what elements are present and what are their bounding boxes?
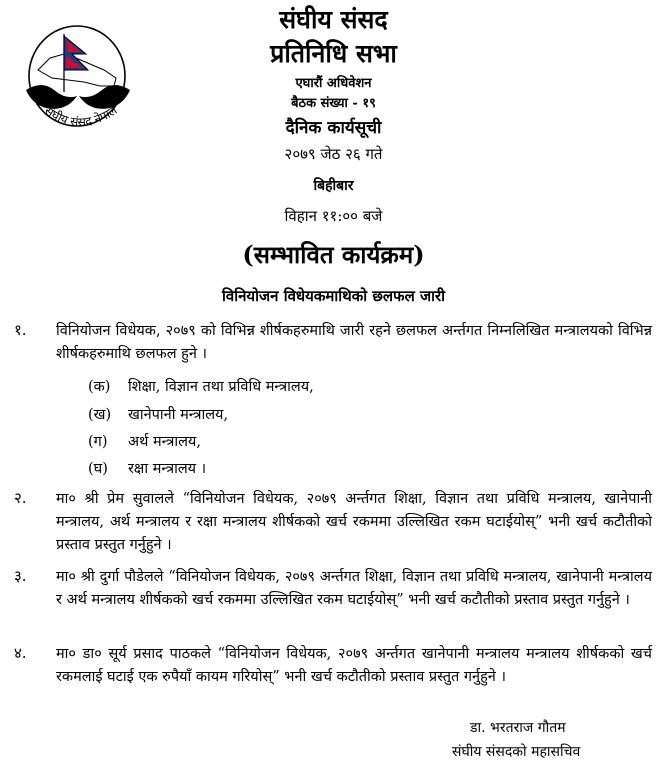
signatory-name: डा. भरतराज गौतम <box>470 720 566 736</box>
agenda-weekday: बिहीबार <box>313 178 354 194</box>
subitem-label: (क) <box>88 379 111 395</box>
subitem-text: खानेपानी मन्त्रालय, <box>128 407 229 423</box>
subitem-label: (ग) <box>88 434 108 450</box>
item-number: ३. <box>14 567 27 585</box>
item-text: विनियोजन विधेयक, २०७९ को विभिन्न शीर्षकहरुमाथि जारी रहने छलफल अर्न्तगत निम्नलिखित मन्त्रालयको विभिन्न शीर्षकहरुमाथि छलफल हुने । <box>56 323 652 362</box>
logo-caption: संघीय संसद नेपाल <box>42 103 120 130</box>
subitem-text: शिक्षा, विज्ञान तथा प्रविधि मन्त्रालय, <box>128 379 314 395</box>
subitem-text: अर्थ मन्त्रालय, <box>128 434 201 450</box>
item-text: मा० श्री प्रेम सुवालले “विनियोजन विधेयक, २०७९ अर्न्तगत शिक्षा, विज्ञान तथा प्रविधि मन्त्रालय, खानेपानी मन्त्रालय, अर्थ मन्त्रालय र रक्षा मन्त्रालय शीर्षकको खर्च रकममा उल्लिखित रकम घटाईयोस्” भनी खर्च कटौतीको प्रस्ताव प्रस्तुत गर्नुहुने । <box>56 491 652 553</box>
item-text: मा० डा० सूर्य प्रसाद पाठकले “विनियोजन विधेयक, २०७९ अर्न्तगत खानेपानी मन्त्रालय मन्त्रालय शीर्षकको खर्च रकमलाई घटाई एक रुपैयाँ कायम गरियोस्” भनी खर्च कटौतीको प्रस्ताव प्रस्तुत गर्नुहुने । <box>56 646 652 685</box>
item-number: ४. <box>14 644 27 662</box>
program-heading: (सम्भावित कार्यक्रम) <box>242 240 425 269</box>
subitem-ga <box>88 431 201 451</box>
signatory-title: संघीय संसदको महासचिव <box>452 744 581 760</box>
subitem-ka <box>88 376 314 396</box>
subitem-label: (घ) <box>88 461 108 477</box>
subitem-text: रक्षा मन्त्रालय । <box>128 461 207 477</box>
title-line-1: संघीय संसद <box>279 5 388 34</box>
item-number: २. <box>14 489 27 507</box>
item-text: मा० श्री दुर्गा पौडेलले “विनियोजन विधेयक, २०७९ अर्न्तगत शिक्षा, विज्ञान तथा प्रविधि मन्त्रालय, खानेपानी मन्त्रालय र अर्थ मन्त्रालय शीर्षकको खर्च रकममा उल्लिखित रकम घटाईयोस्” भनी खर्च कटौतीको प्रस्ताव प्रस्तुत गर्नुहुने । <box>56 569 652 608</box>
agenda-date: २०७९ जेठ २६ गते <box>284 145 383 163</box>
session-label: एघारौं अधिवेशन <box>295 76 372 91</box>
item-number: १. <box>14 321 27 339</box>
agenda-title: दैनिक कार्यसूची <box>285 118 382 138</box>
subitem-kha <box>88 404 228 424</box>
section-title: विनियोजन विधेयकमाथिको छलफल जारी <box>222 287 445 305</box>
title-line-2: प्रतिनिधि सभा <box>270 39 397 68</box>
agenda-time: विहान ११:०० बजे <box>284 207 383 225</box>
meeting-number: बैठक संख्या - १९ <box>291 96 376 111</box>
subitem-label: (ख) <box>88 407 112 423</box>
subitem-gha <box>88 458 206 478</box>
